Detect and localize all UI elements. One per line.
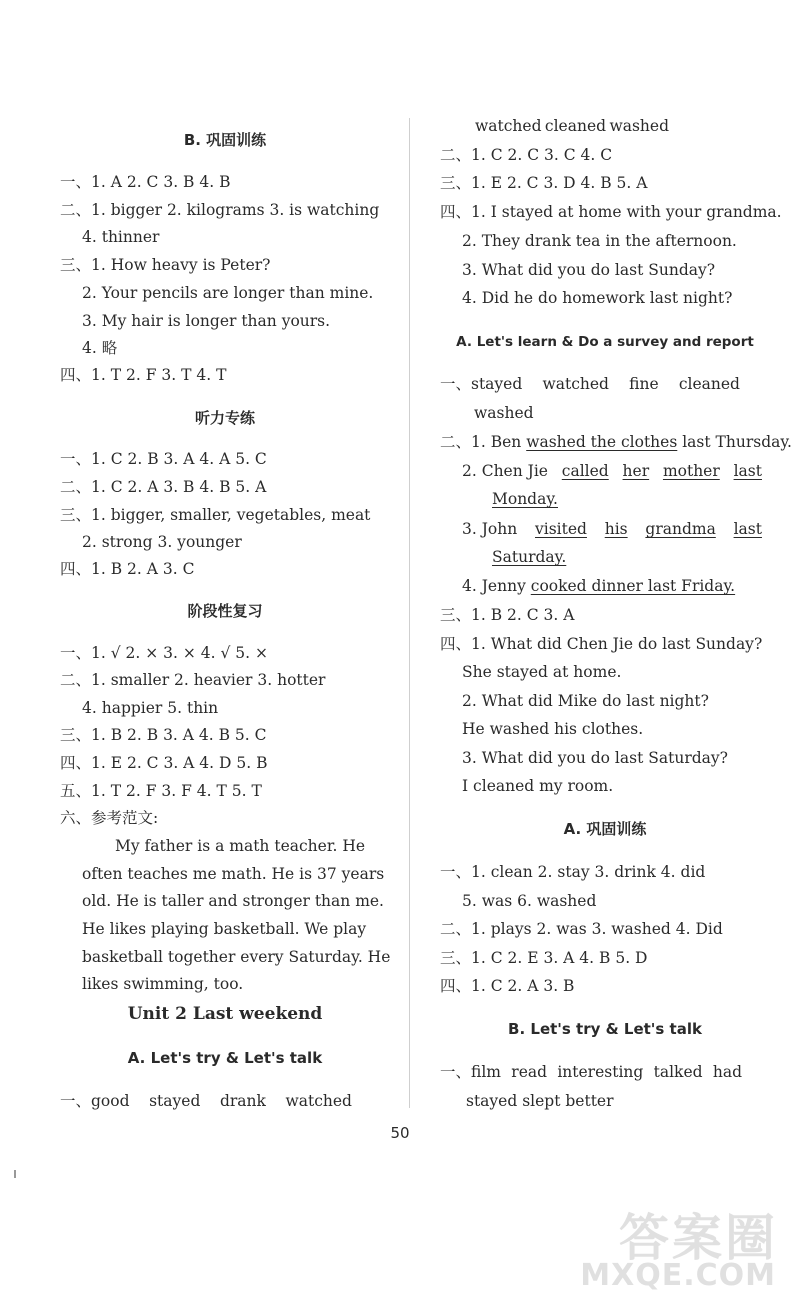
answer-word: read	[511, 1063, 548, 1081]
underlined-answer: last	[733, 462, 762, 480]
underlined-answer: last	[733, 520, 762, 538]
answer-text: 3. John	[462, 520, 518, 538]
column-divider	[409, 118, 410, 1108]
answer-word: watched	[285, 1092, 352, 1110]
answer-line: 二、1. C 2. C 3. C 4. C	[440, 146, 613, 164]
answer-word: stayed	[149, 1092, 201, 1110]
underlined-answer: his	[604, 520, 628, 538]
answer-line: 一、1. clean 2. stay 3. drink 4. did	[440, 863, 706, 881]
unit-title: Unit 2 Last weekend	[127, 1004, 323, 1024]
answer-line: 4. 略	[82, 339, 118, 357]
answer-word: 一、good	[60, 1092, 130, 1110]
answer-line	[60, 1091, 352, 1111]
answer-line	[492, 547, 566, 567]
answer-word: talked	[653, 1063, 703, 1081]
answer-line	[462, 461, 762, 481]
underlined-answer: her	[622, 462, 650, 480]
underlined-answer: Saturday.	[492, 548, 567, 566]
scan-mark	[14, 1170, 16, 1178]
section-heading: 阶段性复习	[187, 602, 263, 620]
answer-line: She stayed at home.	[462, 663, 622, 681]
answer-line: 四、1. B 2. A 3. C	[60, 560, 195, 578]
answer-line: 一、1. √ 2. × 3. × 4. √ 5. ×	[60, 644, 269, 662]
answer-word: cleaned	[544, 117, 607, 135]
page-number: 50	[390, 1124, 410, 1142]
section-heading: A. Let's learn & Do a survey and report	[456, 334, 754, 350]
underlined-answer: grandma	[645, 520, 716, 538]
answer-line: 三、1. B 2. B 3. A 4. B 5. C	[60, 726, 267, 744]
answer-line: 三、1. E 2. C 3. D 4. B 5. A	[440, 174, 648, 192]
answer-line: 4. happier 5. thin	[82, 699, 219, 717]
answer-line: 3. What did you do last Sunday?	[462, 261, 716, 279]
answer-line: 四、1. I stayed at home with your grandma.	[440, 203, 782, 221]
answer-line	[440, 374, 740, 394]
answer-line: 二、1. smaller 2. heavier 3. hotter	[60, 671, 326, 689]
answer-line: 一、1. A 2. C 3. B 4. B	[60, 173, 231, 191]
answer-line	[475, 116, 669, 136]
answer-line: 二、1. bigger 2. kilograms 3. is watching	[60, 201, 380, 219]
answer-line: 2. What did Mike do last night?	[462, 692, 709, 710]
answer-word: had	[712, 1063, 742, 1081]
underlined-answer: called	[561, 462, 609, 480]
answer-line: 5. was 6. washed	[462, 892, 597, 910]
answer-word: washed	[609, 117, 669, 135]
answer-line	[440, 1062, 742, 1082]
answer-line	[440, 432, 792, 452]
answer-line: He washed his clothes.	[462, 720, 644, 738]
answer-line: 二、1. C 2. A 3. B 4. B 5. A	[60, 478, 267, 496]
answer-text: 二、1. Ben	[440, 433, 527, 451]
answer-line: 3. My hair is longer than yours.	[82, 312, 331, 330]
answer-line: I cleaned my room.	[462, 777, 614, 795]
answer-line: 3. What did you do last Saturday?	[462, 749, 728, 767]
answer-line	[462, 519, 762, 539]
answer-word: 一、stayed	[440, 375, 523, 393]
section-heading: A. 巩固训练	[563, 820, 647, 838]
answer-line: 2. strong 3. younger	[82, 533, 242, 551]
answer-line: 四、1. What did Chen Jie do last Sunday?	[440, 635, 763, 653]
answer-word: drank	[219, 1092, 266, 1110]
answer-word: watched	[475, 117, 542, 135]
watermark-logo	[556, 1198, 786, 1298]
underlined-answer: mother	[662, 462, 720, 480]
essay-line: old. He is taller and stronger than me.	[82, 892, 384, 910]
answer-line: 2. Your pencils are longer than mine.	[82, 284, 374, 302]
section-heading: B. Let's try & Let's talk	[508, 1020, 702, 1038]
underlined-answer: cooked dinner last Friday.	[530, 577, 736, 595]
underlined-answer: visited	[535, 520, 587, 538]
underlined-answer: washed the clothes	[526, 433, 678, 451]
answer-line: 六、参考范文:	[60, 809, 159, 827]
answer-line: 三、1. How heavy is Peter?	[60, 256, 271, 274]
answer-line: 4. Did he do homework last night?	[462, 289, 733, 307]
answer-word: interesting	[557, 1063, 644, 1081]
answer-line: 三、1. bigger, smaller, vegetables, meat	[60, 506, 371, 524]
underlined-answer: Monday.	[492, 490, 558, 508]
answer-line: 三、1. C 2. E 3. A 4. B 5. D	[440, 949, 648, 967]
answer-line	[492, 489, 558, 509]
answer-line: 二、1. plays 2. was 3. washed 4. Did	[440, 920, 723, 938]
answer-word: 一、film	[440, 1063, 501, 1081]
answer-word: fine	[629, 375, 659, 393]
answer-line: 四、1. E 2. C 3. A 4. D 5. B	[60, 754, 268, 772]
answer-line	[462, 576, 735, 596]
section-heading: B. 巩固训练	[183, 131, 267, 149]
answer-line: 4. thinner	[82, 228, 160, 246]
section-heading: A. Let's try & Let's talk	[127, 1049, 323, 1067]
answer-line: 四、1. T 2. F 3. T 4. T	[60, 366, 227, 384]
answer-text: 4. Jenny	[462, 577, 531, 595]
watermark-text: 答案圈	[619, 1209, 778, 1267]
answer-word: cleaned	[678, 375, 740, 393]
watermark-url: MXQE.COM	[580, 1258, 776, 1293]
answer-line: 三、1. B 2. C 3. A	[440, 606, 575, 624]
answer-word: watched	[542, 375, 609, 393]
essay-line: He likes playing basketball. We play	[82, 920, 367, 938]
essay-line: basketball together every Saturday. He	[82, 948, 391, 966]
essay-line: often teaches me math. He is 37 years	[82, 865, 385, 883]
answer-line: 2. They drank tea in the afternoon.	[462, 232, 737, 250]
answer-line: 五、1. T 2. F 3. F 4. T 5. T	[60, 782, 262, 800]
essay-line: likes swimming, too.	[82, 975, 244, 993]
essay-line: My father is a math teacher. He	[115, 837, 366, 855]
answer-line: stayed slept better	[466, 1092, 614, 1110]
section-heading: 听力专练	[194, 409, 255, 427]
answer-text: 2. Chen Jie	[462, 462, 548, 480]
answer-line: 一、1. C 2. B 3. A 4. A 5. C	[60, 450, 267, 468]
answer-line: washed	[474, 404, 534, 422]
answer-text: last Thursday.	[677, 433, 792, 451]
answer-line: 四、1. C 2. A 3. B	[440, 977, 575, 995]
